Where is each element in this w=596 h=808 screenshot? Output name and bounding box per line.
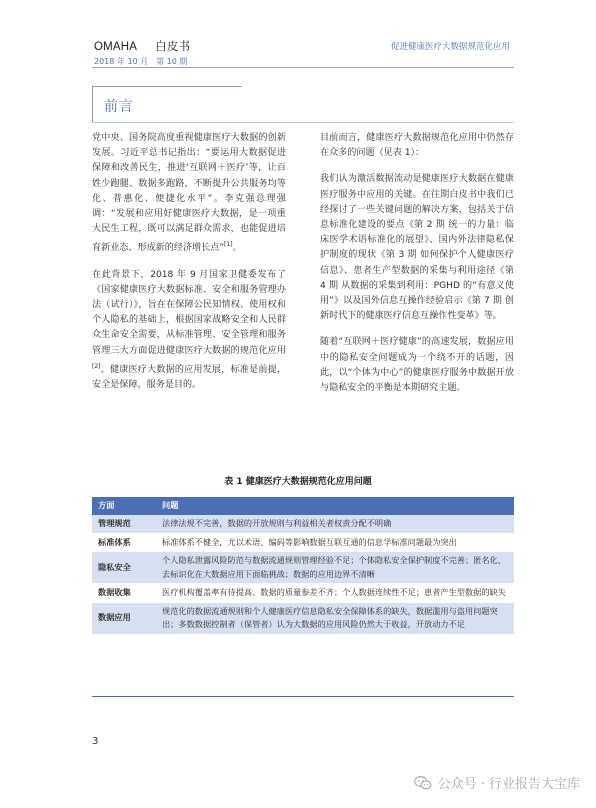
paragraph-text: 在此背景下，2018 年 9 月国家卫健委发布了《国家健康医疗大数据标准、安全和服务管理办法（试行）》，旨在在保障公民知情权、使用权和个人隐私的基础上，根据国家战略安全和人民群众生命安全需要，从标准管理、安全管理和服务管理三大方面促进健康医疗大数据的规范化应用 — [92, 269, 286, 356]
title-box-left-border — [92, 86, 93, 122]
table-cell-aspect: 标准体系 — [92, 533, 156, 552]
table-header-issue: 问题 — [156, 497, 514, 515]
watermark-text: 公众号 · 行业报告大宝库 — [437, 777, 580, 792]
publish-date: 2018 年 10 月 — [94, 57, 149, 66]
paragraph-text: 健康医疗大数据的应用发展，标准是前提，安全是保障，服务是目的。 — [92, 364, 286, 391]
table-cell-aspect: 数据应用 — [92, 602, 156, 634]
issue-number: 第 10 期 — [156, 57, 188, 66]
left-paragraph-1: 党中央、国务院高度重视健康医疗大数据的创新发展。习近平总书记指出：“要运用大数据促进保障和改善民生，推进‘互联网＋医疗’等，让百姓少跑腿、数据多跑路，不断提升公共服务均等化、普惠化、便捷化水平”。李克强总理强调：“发展和应用好健康医疗大数据，是一项重大民生工程，既可以满足群众需求，也能促进培育新业态、形成新的经济增长点”[1]。 — [92, 133, 286, 254]
section-divider — [92, 122, 514, 123]
brand-name: OMAHA — [94, 41, 138, 53]
right-paragraph-1: 目前而言，健康医疗大数据规范化应用中仍然存在众多的问题（见表 1）： — [320, 133, 514, 159]
table-cell-issue: 法律法规不完善，数据的开放规则与利益相关者权责分配不明确 — [156, 515, 514, 533]
right-column — [320, 131, 514, 407]
table-row — [92, 584, 514, 603]
table-bottom-rule — [92, 696, 514, 697]
table-row — [92, 533, 514, 552]
table-title: 表 1 健康医疗大数据规范化应用问题 — [224, 477, 372, 487]
title-box-top-border — [92, 86, 242, 87]
right-paragraph-3: 随着“互联网＋医疗健康”的高速发展，数据应用中的隐私安全问题成为一个绕不开的话题，因此，以“个体为中心”的健康医疗服务中数据开放与隐私安全的平衡是本期研究主题。 — [320, 337, 514, 394]
page-number: 3 — [92, 736, 99, 747]
watermark — [414, 773, 580, 792]
footnote-ref: [1] — [224, 241, 233, 249]
left-column — [92, 131, 286, 404]
header-left — [94, 38, 190, 67]
table-header-row — [92, 497, 514, 515]
doc-type: 白皮书 — [155, 41, 191, 53]
table-cell-aspect: 数据收集 — [92, 584, 156, 603]
table-row — [92, 552, 514, 584]
table-header-aspect: 方面 — [92, 497, 156, 515]
paragraph-text: 党中央、国务院高度重视健康医疗大数据的创新发展。习近平总书记指出：“要运用大数据促进保障和改善民生，推进‘互联网＋医疗’等，让百姓少跑腿、数据多跑路，不断提升公共服务均等化、普惠化、便捷化水平”。李克强总理强调：“发展和应用好健康医疗大数据，是一项重大民生工程，既可以满足群众需求，也能促进培育新业态、形成新的经济增长点” — [92, 133, 286, 254]
left-paragraph-2: 在此背景下，2018 年 9 月国家卫健委发布了《国家健康医疗大数据标准、安全和服务管理办法（试行）》，旨在在保障公民知情权、使用权和个人隐私的基础上，根据国家战略安全和人民群众生命安全需要，从标准管理、安全管理和服务管理三大方面促进健康医疗大数据的规范化应用[2]。健康医疗大数据的应用发展，标准是前提，安全是保障，服务是目的。 — [92, 269, 286, 391]
footnote-ref: [2] — [92, 362, 101, 370]
section-title-box — [92, 86, 514, 122]
table-row — [92, 515, 514, 533]
issues-table — [92, 497, 514, 635]
table-cell-issue: 医疗机构覆盖率有待提高、数据的质量参差不齐；个人数据连续性不足；患者产生型数据的缺失 — [156, 584, 514, 603]
table-cell-issue: 个人隐私泄露风险防范与数据流通规则管理经验不足；个体隐私安全保护制度不完善；匿名化、去标识化在大数据应用下面临挑战；数据的应用边界不清晰 — [156, 552, 514, 584]
table-cell-issue: 规范化的数据流通规则和个人健康医疗信息隐私安全保障体系的缺失，数据滥用与盗用问题突出；多数数据控制者（保管者）认为大数据的应用风险仍然大于收益，开放动力不足 — [156, 602, 514, 634]
wechat-icon — [414, 775, 432, 791]
section-title: 前言 — [104, 99, 134, 115]
header-divider — [92, 67, 514, 68]
table-cell-aspect: 隐私安全 — [92, 552, 156, 584]
header-subtitle: 促进健康医疗大数据规范化应用 — [390, 42, 510, 52]
table-cell-issue: 标准体系不健全，尤以术语、编码等影响数据互联互通的信息学标准问题最为突出 — [156, 533, 514, 552]
table-row — [92, 602, 514, 634]
table-cell-aspect: 管理规范 — [92, 515, 156, 533]
header-brand-line — [94, 38, 190, 54]
right-paragraph-2: 我们认为激活数据流动是健康医疗大数据在健康医疗服务中应用的关键。在往期白皮书中我们已经探讨了一些关键问题的解决方案，包括关于信息标准化建设的要点《第 2 期 统一的力量：临床医学术语标准化的展望》、国内外法律隐私保护制度的现状《第 3 期 如何保护个人健康医疗信息》、患者生产型数据的采集与利用途径《第 4 期 从数据的采集到利用：PGHD 的“有意义使用”》以及国外信息互操作经验启示《第 7 期 创新时代下的健康医疗信息互操作性变革》等。 — [320, 174, 514, 322]
header-date-line — [94, 56, 190, 67]
